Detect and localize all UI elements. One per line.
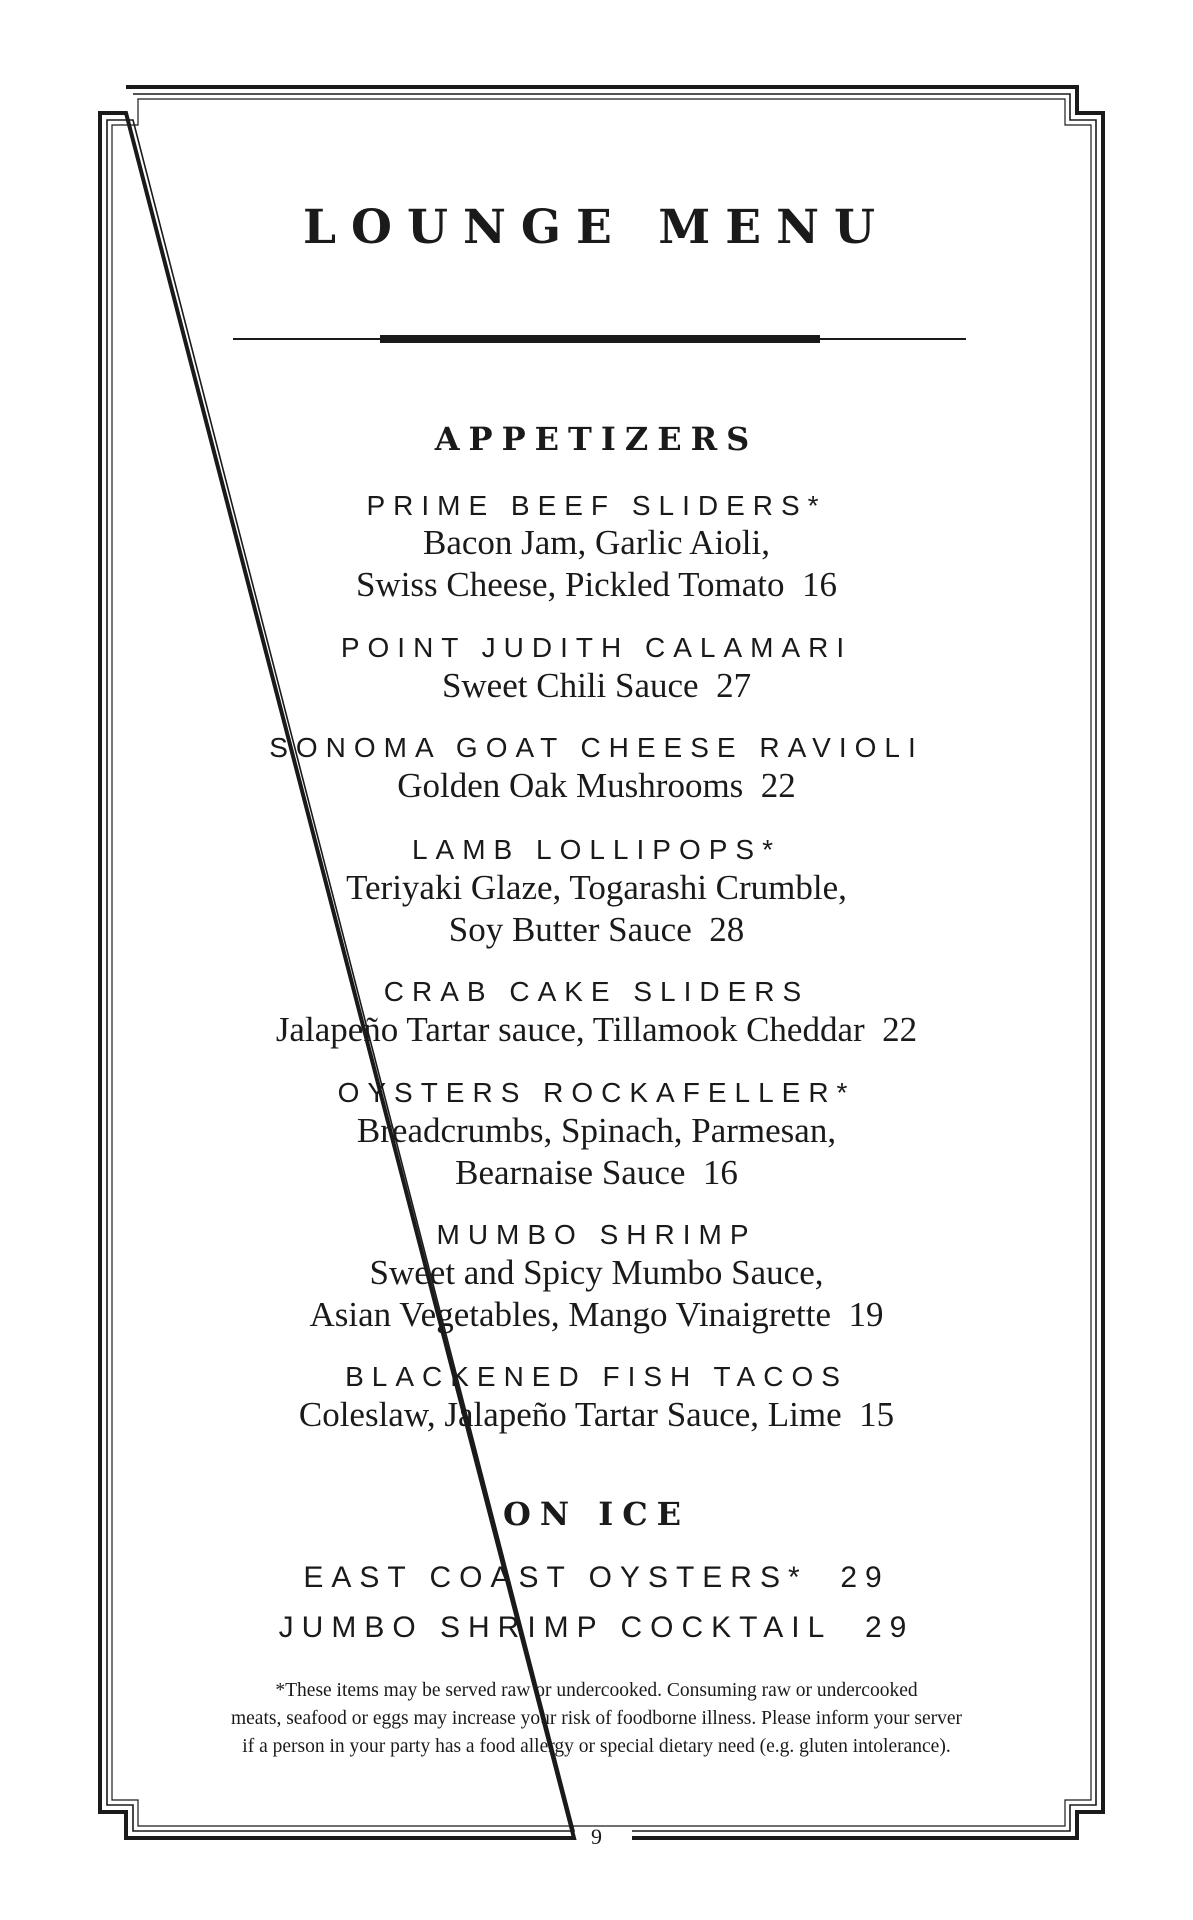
menu-item-description: Jalapeño Tartar sauce, Tillamook Cheddar 22: [275, 1010, 918, 1049]
on-ice-item: [0, 1561, 1193, 1595]
menu-title: LOUNGE MENU: [302, 200, 891, 255]
on-ice-item-name: JUMBO SHRIMP COCKTAIL: [278, 1611, 833, 1644]
menu-item-price: 15: [859, 1395, 895, 1434]
menu-item-name: POINT JUDITH CALAMARI: [340, 632, 853, 663]
menu-item-name: PRIME BEEF SLIDERS*: [366, 490, 827, 521]
menu-item-name: SONOMA GOAT CHEESE RAVIOLI: [269, 732, 924, 763]
on-ice-item-name: EAST COAST OYSTERS*: [303, 1561, 808, 1594]
menu-item-price: 22: [882, 1010, 918, 1049]
menu-item-description: Golden Oak Mushrooms 22: [397, 766, 796, 805]
menu-item-description: Sweet Chili Sauce 27: [441, 666, 752, 705]
menu-item-name: OYSTERS ROCKAFELLER*: [337, 1077, 856, 1108]
menu-item-price: 16: [802, 565, 838, 604]
menu-item-name: LAMB LOLLIPOPS*: [411, 834, 781, 865]
menu-item-price: 19: [848, 1295, 884, 1334]
menu-item-price: 22: [760, 766, 796, 805]
menu-item-price: 27: [716, 666, 752, 705]
menu-item-price: 28: [709, 910, 745, 949]
title-divider-thick: [380, 335, 820, 343]
appetizers-heading: APPETIZERS: [434, 420, 759, 458]
on-ice-heading: ON ICE: [502, 1495, 691, 1533]
menu-item-price: 16: [702, 1153, 738, 1192]
menu-item-description: Sweet and Spicy Mumbo Sauce, Asian Vegetables, Mango Vinaigrette 19: [309, 1253, 884, 1334]
on-ice-item: [0, 1611, 1193, 1645]
on-ice-item-price: 29: [840, 1561, 890, 1594]
menu-item-description: Coleslaw, Jalapeño Tartar Sauce, Lime 15: [298, 1395, 895, 1434]
page-number: 9: [591, 1824, 602, 1849]
menu-item-name: BLACKENED FISH TACOS: [345, 1361, 848, 1392]
menu-item-description: Breadcrumbs, Spinach, Parmesan, Bearnaise Sauce 16: [356, 1111, 837, 1192]
menu-item-description: Bacon Jam, Garlic Aioli, Swiss Cheese, Pickled Tomato 16: [355, 523, 838, 604]
menu-item-description: Teriyaki Glaze, Togarashi Crumble, Soy Butter Sauce 28: [346, 868, 847, 949]
on-ice-item-price: 29: [864, 1611, 915, 1644]
menu-item-name: CRAB CAKE SLIDERS: [383, 976, 810, 1007]
allergy-footnote: *These items may be served raw or undercooked. Consuming raw or undercooked meats, seafood or eggs may increase your risk of foodborne illness. Please inform your server if a person in your party has a food allergy or special dietary need (e.g. gluten intolerance).: [230, 1680, 963, 1757]
menu-item-name: MUMBO SHRIMP: [436, 1219, 757, 1250]
